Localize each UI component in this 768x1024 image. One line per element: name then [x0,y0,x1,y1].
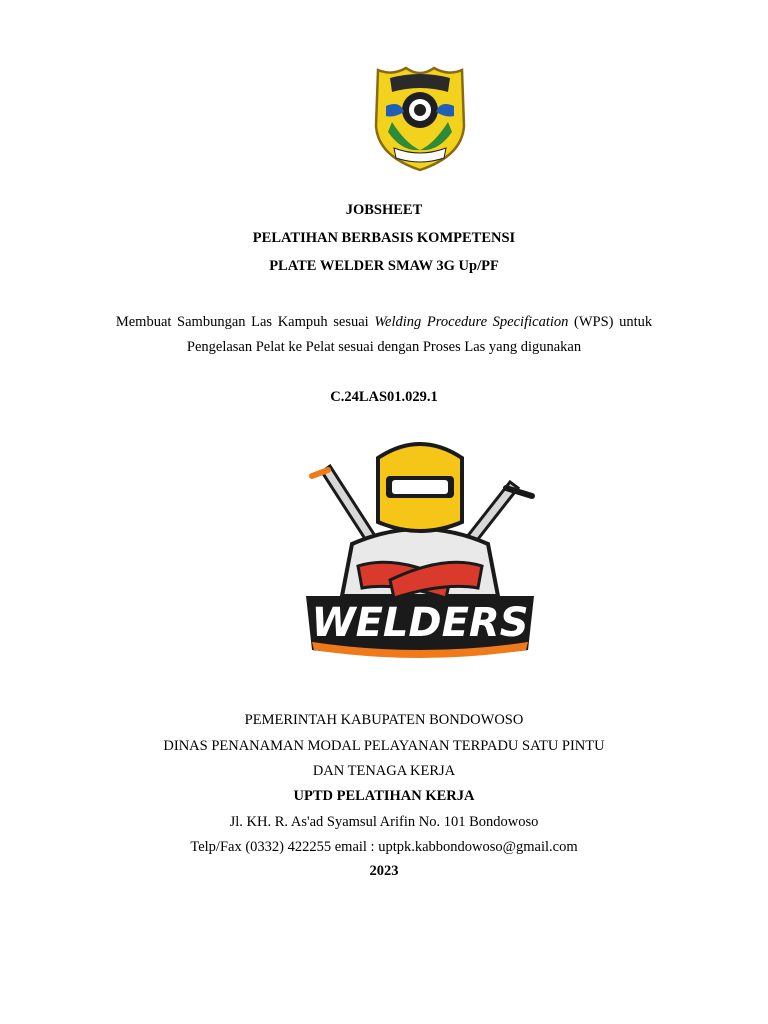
regency-coat-of-arms-icon [372,66,468,172]
mascot-wordmark: WELDERS [311,600,529,646]
footer-agency: DINAS PENANAMAN MODAL PELAYANAN TERPADU SATU PINTU [163,738,605,754]
unit-code: C.24LAS01.029.1 [330,389,438,405]
footer-agency-continued: DAN TENAGA KERJA [312,763,456,779]
unit-description-line-2: Pengelasan Pelat ke Pelat sesuai dengan Proses Las yang digunakan [186,339,582,355]
welders-mascot-icon [300,436,540,658]
footer-year: 2023 [369,863,399,879]
title-program: PELATIHAN BERBASIS KOMPETENSI [252,230,516,246]
footer-contact: Telp/Fax (0332) 422255 email : uptpk.kabbondowoso@gmail.com [190,839,578,855]
title-qualification: PLATE WELDER SMAW 3G Up/PF [269,258,499,274]
footer-address: Jl. KH. R. As'ad Syamsul Arifin No. 101 Bondowoso [229,814,539,830]
footer-unit: UPTD PELATIHAN KERJA [293,788,475,804]
footer-government: PEMERINTAH KABUPATEN BONDOWOSO [244,712,524,728]
title-jobsheet: JOBSHEET [345,202,423,218]
unit-description-line-1: Membuat Sambungan Las Kampuh sesuai Welding Procedure Specification (WPS) untuk [115,314,653,330]
